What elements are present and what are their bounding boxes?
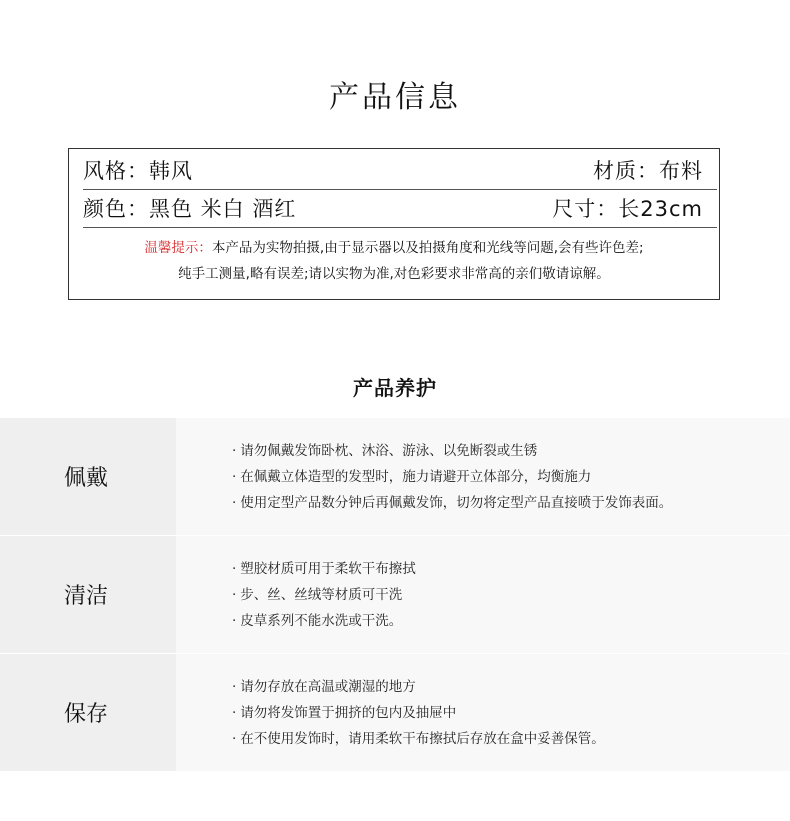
list-item: · 步、丝、丝绒等材质可干洗 (232, 582, 790, 608)
product-info-box (68, 148, 720, 300)
list-item: · 使用定型产品数分钟后再佩戴发饰，切勿将定型产品直接喷于发饰表面。 (232, 490, 790, 516)
care-row-wearing (0, 418, 790, 535)
notice-line-1-text: 本产品为实物拍摄,由于显示器以及拍摄角度和光线等问题,会有些许色差; (211, 240, 644, 256)
care-row-storage (0, 654, 790, 771)
info-row-style-material (83, 151, 717, 190)
list-item: · 在佩戴立体造型的发型时，施力请避开立体部分，均衡施力 (232, 464, 790, 490)
style-label: 风格： (83, 159, 149, 183)
care-label-cleaning: 清洁 (0, 536, 176, 653)
size-value: 长23cm (618, 197, 703, 221)
color-value: 黑色 米白 酒红 (149, 197, 297, 221)
style-value: 韩风 (149, 159, 193, 183)
care-label-storage: 保存 (0, 654, 176, 771)
notice-line-1 (69, 235, 719, 261)
care-title: 产品养护 (353, 376, 437, 400)
list-item: · 皮草系列不能水洗或干洗。 (232, 608, 790, 634)
list-item: · 请勿将发饰置于拥挤的包内及抽屉中 (232, 700, 790, 726)
care-items-cleaning (176, 536, 790, 653)
material-value: 布料 (659, 159, 703, 183)
product-info-title: 产品信息 (329, 80, 461, 115)
notice-line-2: 纯手工测量,略有误差;请以实物为准,对色彩要求非常高的亲们敬请谅解。 (178, 266, 610, 282)
size-field (552, 193, 717, 223)
care-row-cleaning (0, 536, 790, 653)
notice-label: 温馨提示： (144, 240, 212, 256)
care-table (0, 418, 790, 771)
info-row-color-size (83, 189, 717, 228)
material-field (593, 155, 717, 185)
care-label-wearing: 佩戴 (0, 418, 176, 535)
list-item: · 请勿佩戴发饰卧枕、沐浴、游泳、以免断裂或生锈 (232, 438, 790, 464)
material-label: 材质： (593, 159, 659, 183)
list-item: · 请勿存放在高温或潮湿的地方 (232, 674, 790, 700)
style-field (83, 155, 193, 185)
care-items-wearing (176, 418, 790, 535)
color-label: 颜色： (83, 197, 149, 221)
size-label: 尺寸： (552, 197, 619, 221)
notice-text (69, 235, 719, 287)
color-field (83, 193, 296, 223)
list-item: · 塑胶材质可用于柔软干布擦拭 (232, 556, 790, 582)
care-items-storage (176, 654, 790, 771)
list-item: · 在不使用发饰时，请用柔软干布擦拭后存放在盒中妥善保管。 (232, 726, 790, 752)
